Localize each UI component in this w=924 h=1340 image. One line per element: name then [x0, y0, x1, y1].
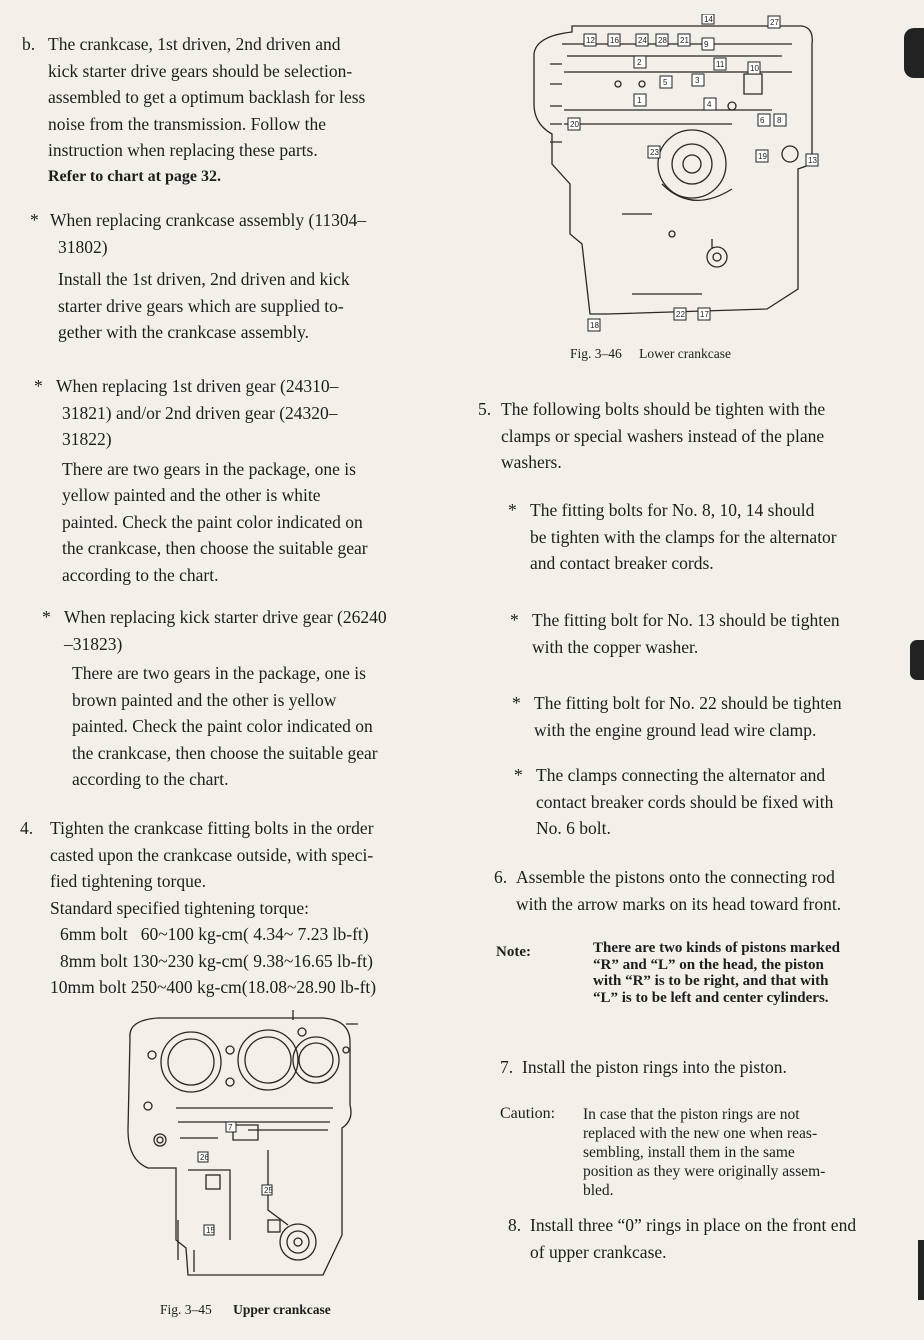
item-8-line: Install three “0” rings in place on the front end: [530, 1215, 857, 1235]
bolt-label: 22: [676, 310, 685, 319]
binding-mark: [904, 28, 924, 78]
note-body: gether with the crankcase assembly.: [58, 322, 310, 342]
bolt-label: 23: [650, 148, 659, 157]
item-b-line: kick starter drive gears should be selection-: [48, 60, 353, 81]
bolt-note-line: The fitting bolt for No. 13 should be tighten: [532, 610, 840, 630]
caution-line: replaced with the new one when reas-: [583, 1125, 818, 1142]
asterisk-icon: *: [512, 693, 521, 713]
note-body: the crankcase, then choose the suitable gear: [62, 538, 368, 558]
bolt-label: 19: [758, 152, 767, 161]
figure-number: Fig. 3–46: [570, 346, 622, 361]
note-body: There are two gears in the package, one is: [62, 458, 356, 479]
note-body: according to the chart.: [62, 564, 219, 585]
note-line: “R” and “L” on the head, the piston: [593, 956, 824, 973]
bolt-label: 21: [680, 36, 689, 45]
item-4-number: 4.: [20, 818, 34, 838]
binding-mark: [910, 640, 924, 680]
item-b-line: instruction when replacing these parts.: [48, 140, 318, 160]
bolt-label: 27: [770, 18, 779, 27]
note-heading: 31802): [58, 236, 108, 257]
bolt-label: 4: [707, 100, 712, 109]
note-body: according to the chart.: [72, 769, 229, 789]
item-6-line: with the arrow marks on its head toward front.: [516, 893, 842, 914]
item-b-line: noise from the transmission. Follow the: [48, 113, 327, 134]
asterisk-icon: *: [510, 610, 519, 630]
item-5-line: The following bolts should be tighten with the: [501, 399, 826, 419]
item-5-line: clamps or special washers instead of the plane: [501, 425, 825, 446]
bolt-note-line: with the copper washer.: [532, 636, 699, 657]
upper-crankcase-figure: [118, 1010, 363, 1282]
bolt-note-line: The fitting bolts for No. 8, 10, 14 should: [530, 500, 815, 520]
bolt-label: 25: [264, 1186, 273, 1195]
bolt-label: 26: [200, 1153, 209, 1162]
note-line: There are two kinds of pistons marked: [593, 940, 840, 956]
item-b-line: The crankcase, 1st driven, 2nd driven and: [48, 34, 341, 54]
note-label: Note:: [496, 944, 531, 960]
asterisk-icon: *: [30, 210, 39, 230]
bolt-label: 12: [586, 36, 595, 45]
lower-crankcase-drawing: [522, 14, 834, 339]
bolt-label: 24: [638, 36, 647, 45]
chart-reference: Refer to chart at page 32.: [48, 167, 221, 185]
item-4-line: casted upon the crankcase outside, with speci-: [50, 844, 374, 865]
bolt-label: 17: [700, 310, 709, 319]
note-body: There are two gears in the package, one is: [72, 663, 366, 683]
figure-number: Fig. 3–45: [160, 1302, 212, 1317]
bolt-label: 13: [808, 156, 817, 165]
bolt-note-line: No. 6 bolt.: [536, 818, 611, 838]
note-body: painted. Check the paint color indicated on: [62, 511, 363, 532]
bolt-label: 28: [658, 36, 667, 45]
caution-label: Caution:: [500, 1105, 556, 1122]
note-heading: When replacing crankcase assembly (11304–: [50, 210, 367, 230]
note-heading: 31821) and/or 2nd driven gear (24320–: [62, 402, 338, 423]
figure-title: Lower crankcase: [639, 346, 731, 361]
note-body: brown painted and the other is yellow: [72, 689, 337, 710]
torque-row: 10mm bolt 250~400 kg-cm(18.08~28.90 lb-ft): [50, 977, 377, 997]
bolt-note-line: and contact breaker cords.: [530, 553, 714, 573]
bolt-note-line: contact breaker cords should be fixed with: [536, 791, 834, 812]
bolt-label: 11: [716, 60, 725, 69]
bolt-label: 16: [610, 36, 619, 45]
item-b-number: b.: [22, 34, 36, 54]
item-7-text: Install the piston rings into the piston.: [522, 1057, 787, 1077]
lower-crankcase-figure: [522, 14, 834, 339]
caution-line: In case that the piston rings are not: [583, 1106, 800, 1123]
bolt-label: 7: [228, 1123, 233, 1132]
bolt-note-line: with the engine ground lead wire clamp.: [534, 719, 817, 740]
note-heading: When replacing 1st driven gear (24310–: [56, 376, 339, 396]
item-6-line: Assemble the pistons onto the connecting rod: [516, 867, 835, 887]
bolt-label: 10: [750, 64, 759, 73]
figure-title: Upper crankcase: [233, 1302, 331, 1317]
bolt-label: 2: [637, 58, 642, 67]
item-4-line: fied tightening torque.: [50, 871, 207, 891]
bolt-label: 3: [695, 76, 700, 85]
note-line: “L” is to be left and center cylinders.: [593, 989, 829, 1006]
item-8-line: of upper crankcase.: [530, 1241, 667, 1262]
bolt-label: 15: [206, 1226, 215, 1235]
item-8-number: 8.: [508, 1215, 522, 1235]
asterisk-icon: *: [42, 607, 51, 627]
item-5-line: washers.: [501, 452, 562, 472]
item-4-line: Tighten the crankcase fitting bolts in the order: [50, 818, 374, 838]
torque-row: 8mm bolt 130~230 kg-cm( 9.38~16.65 lb-ft): [60, 950, 374, 971]
note-body: Install the 1st driven, 2nd driven and kick: [58, 269, 350, 289]
bolt-note-line: be tighten with the clamps for the alternator: [530, 526, 837, 547]
caution-line: position as they were originally assem-: [583, 1163, 826, 1180]
note-heading: 31822): [62, 429, 112, 449]
item-5-number: 5.: [478, 399, 492, 419]
caution-line: sembling, install them in the same: [583, 1144, 795, 1161]
note-body: the crankcase, then choose the suitable gear: [72, 742, 378, 763]
note-body: yellow painted and the other is white: [62, 485, 321, 505]
bolt-label: 8: [777, 116, 782, 125]
caution-line: bled.: [583, 1182, 614, 1199]
bolt-label: 9: [704, 40, 709, 49]
note-heading: –31823): [64, 633, 123, 654]
asterisk-icon: *: [514, 765, 523, 785]
torque-row: 6mm bolt 60~100 kg-cm( 4.34~ 7.23 lb-ft): [60, 924, 369, 944]
item-4-line: Standard specified tightening torque:: [50, 897, 310, 918]
bolt-label: 6: [760, 116, 765, 125]
item-b-line: assembled to get a optimum backlash for less: [48, 87, 366, 107]
figure-3-46-caption: [570, 346, 731, 362]
note-body: painted. Check the paint color indicated on: [72, 716, 373, 736]
bolt-label: 1: [637, 96, 642, 105]
upper-crankcase-drawing: [118, 1010, 363, 1282]
asterisk-icon: *: [508, 500, 517, 520]
note-body: starter drive gears which are supplied to-: [58, 295, 344, 316]
bolt-note-line: The fitting bolt for No. 22 should be tighten: [534, 693, 842, 713]
figure-3-45-caption: [160, 1302, 331, 1318]
bolt-label: 14: [704, 15, 713, 24]
bolt-label: 5: [663, 78, 668, 87]
asterisk-icon: *: [34, 376, 43, 396]
item-6-number: 6.: [494, 867, 508, 887]
bolt-label: 18: [590, 321, 599, 330]
item-7-number: 7.: [500, 1057, 514, 1077]
bolt-label: 20: [570, 120, 579, 129]
note-heading: When replacing kick starter drive gear (26240: [64, 607, 387, 627]
note-line: with “R” is to be right, and that with: [593, 973, 829, 989]
binding-mark: [918, 1240, 924, 1300]
bolt-note-line: The clamps connecting the alternator and: [536, 765, 826, 785]
